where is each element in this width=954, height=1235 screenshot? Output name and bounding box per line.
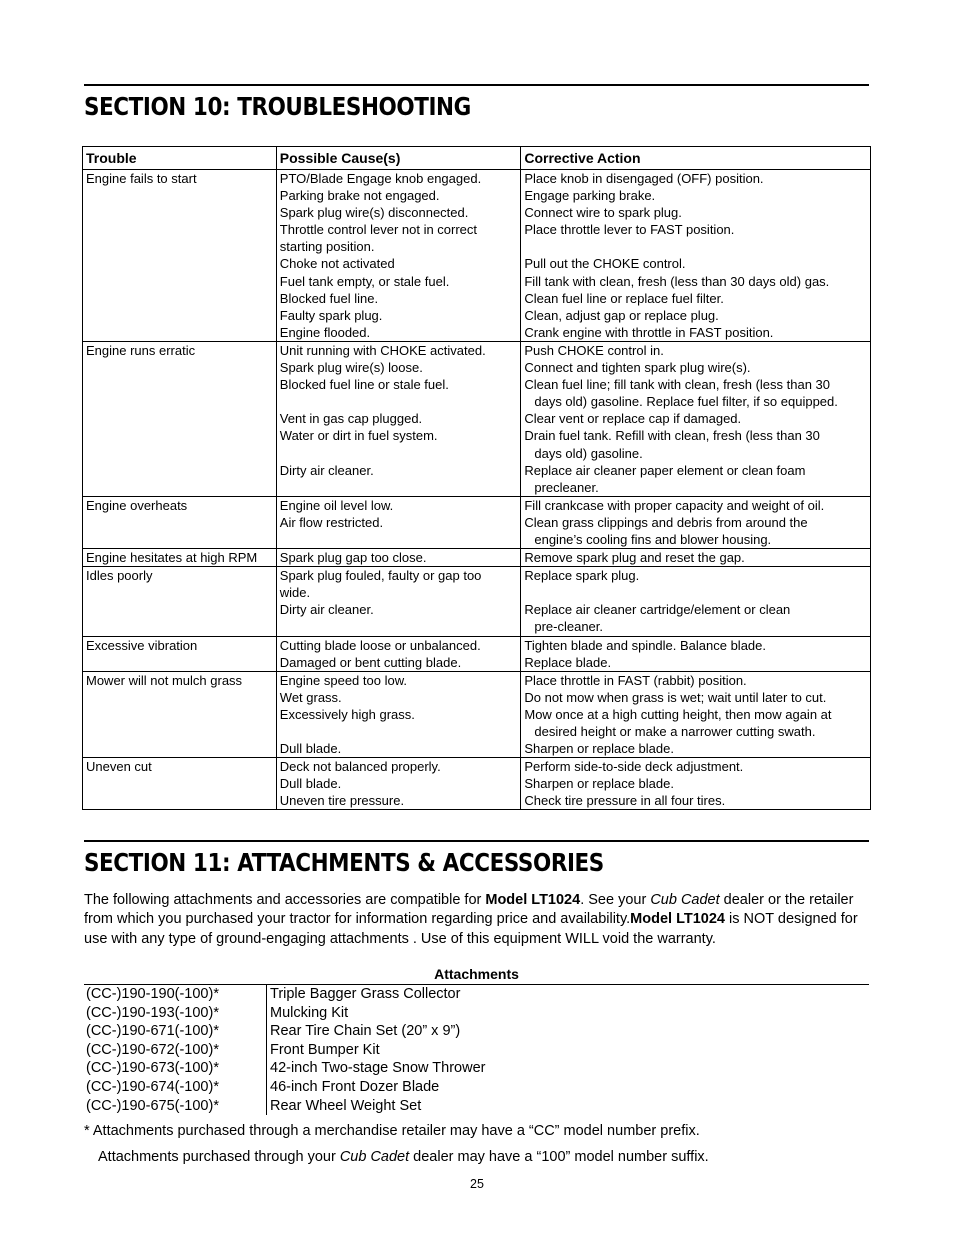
cell-line: Engine overheats: [86, 497, 188, 513]
cell-line: starting position.: [279, 239, 375, 255]
table-row: [83, 170, 871, 342]
action-cell: [521, 671, 871, 757]
attachment-model-number: (CC-)190-671(-100)*: [86, 1023, 219, 1040]
cell-line: Spark plug gap too close.: [279, 550, 427, 566]
attachment-model-number: (CC-)190-190(-100)*: [86, 986, 219, 1002]
intro-model-2: Model LT1024: [630, 911, 725, 928]
action-cell: [521, 170, 871, 342]
cell-line: Blocked fuel line or stale fuel.: [279, 377, 449, 393]
footnote-prefix: * Attachments purchased through a merchandise retailer may have a “CC” model number prefix.: [84, 1123, 700, 1139]
cell-line: Dull blade.: [279, 741, 342, 757]
cell-line: Excessively high grass.: [279, 706, 415, 722]
attachments-intro-paragraph: [84, 891, 874, 949]
cell-line: Engine flooded.: [279, 324, 371, 340]
cell-line: Sharpen or replace blade.: [524, 741, 674, 757]
cell-line: Spark plug fouled, faulty or gap too: [279, 568, 482, 584]
intro-text-3: dealer or the retailer from which you purchased your tractor for information regarding price and availability.: [84, 892, 854, 928]
cell-line: Replace blade.: [524, 654, 612, 670]
cell-line: Mower will not mulch grass: [86, 672, 243, 688]
cell-line: Excessive vibration: [86, 637, 198, 653]
cell-line: [524, 584, 867, 601]
cell-line: Dirty air cleaner.: [279, 462, 374, 478]
cell-line: Throttle control lever not in correct: [279, 222, 478, 238]
cell-line: Connect wire to spark plug.: [524, 205, 682, 221]
intro-text-4: is NOT designed for use with any type of ground-engaging attachments . Use of this equipment WILL void the warranty.: [84, 911, 858, 947]
footnote-suffix-text-1: Attachments purchased through your: [98, 1149, 340, 1165]
cell-line: Fill crankcase with proper capacity and weight of oil.: [524, 497, 825, 513]
cell-line: Check tire pressure in all four tires.: [524, 793, 726, 809]
cell-line: Blocked fuel line.: [279, 290, 379, 306]
attachment-name: Triple Bagger Grass Collector: [266, 985, 460, 1004]
cell-line: Replace air cleaner cartridge/element or clean: [524, 602, 791, 618]
cell-line: desired height or make a narrower cutting swath.: [534, 724, 816, 739]
cell-line: Clean grass clippings and debris from around the: [524, 514, 808, 530]
footnote-brand: Cub Cadet: [339, 1149, 410, 1165]
cause-cell: [276, 758, 521, 810]
attachments-heading: Attachments: [434, 966, 519, 982]
cell-line: Parking brake not engaged.: [279, 188, 440, 204]
attachment-row: [86, 985, 869, 1004]
table-row: [83, 567, 871, 636]
cell-line: [280, 618, 518, 635]
cell-line: Damaged or bent cutting blade.: [279, 654, 462, 670]
cell-line: [280, 479, 518, 496]
cell-line: Fuel tank empty, or stale fuel.: [279, 273, 450, 289]
cell-line: Mow once at a high cutting height, then mow again at: [524, 706, 832, 722]
attachment-row: [86, 1022, 869, 1041]
action-cell: [521, 341, 871, 496]
page-number: 25: [470, 1177, 484, 1191]
troubleshooting-table-body: [83, 170, 871, 810]
footnote-suffix: [98, 1148, 709, 1166]
cell-line: Replace air cleaner paper element or clean foam: [524, 462, 806, 478]
cell-line: Water or dirt in fuel system.: [279, 428, 438, 444]
cell-line: [280, 723, 518, 740]
cell-line: Dirty air cleaner.: [279, 602, 374, 618]
cell-line: Place throttle in FAST (rabbit) position.: [524, 672, 747, 688]
trouble-cell: [83, 170, 277, 342]
attachment-row: [86, 1097, 869, 1116]
cell-line: precleaner.: [534, 479, 599, 495]
attachment-model-number: (CC-)190-673(-100)*: [86, 1060, 219, 1077]
intro-text-1: The following attachments and accessories are compatible for: [84, 892, 486, 908]
table-header-row: [83, 147, 871, 170]
cell-line: Deck not balanced properly.: [279, 759, 441, 775]
action-cell: [521, 496, 871, 548]
cause-cell: [276, 341, 521, 496]
trouble-cell: [83, 758, 277, 810]
cell-line: Fill tank with clean, fresh (less than 30 days old) gas.: [524, 273, 830, 289]
action-cell: [521, 567, 871, 636]
attachment-name: Rear Wheel Weight Set: [266, 1097, 421, 1116]
attachment-name: Mulcking Kit: [266, 1004, 348, 1023]
cell-line: [524, 238, 867, 255]
table-row: [83, 671, 871, 757]
table-row: [83, 758, 871, 810]
cell-line: Perform side-to-side deck adjustment.: [524, 759, 744, 775]
cell-line: Spark plug wire(s) loose.: [279, 360, 423, 376]
attachment-name: Front Bumper Kit: [266, 1041, 380, 1060]
header-possible-causes: Possible Cause(s): [276, 147, 521, 170]
attachment-model-number: (CC-)190-674(-100)*: [86, 1078, 219, 1095]
cell-line: [280, 393, 518, 410]
cell-line: pre-cleaner.: [534, 619, 604, 635]
attachment-row: [86, 1059, 869, 1078]
cell-line: Unit running with CHOKE activated.: [279, 342, 486, 358]
cell-line: Place knob in disengaged (OFF) position.: [524, 171, 764, 186]
action-cell: [521, 636, 871, 671]
cell-line: [280, 445, 518, 462]
cell-line: Uneven tire pressure.: [279, 793, 405, 809]
cause-cell: [276, 170, 521, 342]
cell-line: Drain fuel tank. Refill with clean, fresh (less than 30: [524, 428, 820, 444]
cell-line: Engine fails to start: [86, 171, 197, 186]
cause-cell: [276, 496, 521, 548]
section11-top-rule: [84, 840, 869, 842]
attachment-row: [86, 1078, 869, 1097]
cell-line: Connect and tighten spark plug wire(s).: [524, 360, 751, 376]
trouble-cell: [83, 636, 277, 671]
troubleshooting-table: [82, 146, 871, 810]
cell-line: Place throttle lever to FAST position.: [524, 222, 735, 238]
cell-line: Crank engine with throttle in FAST position.: [524, 324, 774, 340]
trouble-cell: [83, 567, 277, 636]
attachment-model-number: (CC-)190-193(-100)*: [86, 1004, 219, 1021]
section10-title: SECTION 10: TROUBLESHOOTING: [84, 92, 471, 121]
cell-line: wide.: [279, 585, 311, 601]
cell-line: Pull out the CHOKE control.: [524, 256, 686, 272]
cause-cell: [276, 671, 521, 757]
attachments-list: [86, 985, 869, 1115]
intro-brand: Cub Cadet: [650, 892, 720, 908]
attachment-name: 46-inch Front Dozer Blade: [266, 1078, 439, 1097]
cell-line: Sharpen or replace blade.: [524, 776, 674, 792]
action-cell: [521, 758, 871, 810]
cause-cell: [276, 636, 521, 671]
cell-line: Replace spark plug.: [524, 568, 640, 584]
attachment-name: 42-inch Two-stage Snow Thrower: [266, 1059, 485, 1078]
cell-line: Vent in gas cap plugged.: [279, 411, 423, 427]
cell-line: Clear vent or replace cap if damaged.: [524, 411, 742, 427]
cause-cell: [276, 549, 521, 567]
cell-line: Uneven cut: [86, 759, 152, 775]
table-row: [83, 341, 871, 496]
cell-line: Engage parking brake.: [524, 188, 656, 204]
cell-line: Clean fuel line; fill tank with clean, fresh (less than 30: [524, 377, 831, 393]
intro-model-1: Model LT1024: [485, 892, 581, 908]
cell-line: Engine runs erratic: [86, 342, 196, 358]
cell-line: Dull blade.: [279, 776, 342, 792]
cell-line: PTO/Blade Engage knob engaged.: [279, 171, 482, 186]
table-row: [83, 496, 871, 548]
cell-line: Clean fuel line or replace fuel filter.: [524, 290, 724, 306]
cell-line: days old) gasoline.: [534, 445, 643, 461]
trouble-cell: [83, 341, 277, 496]
cell-line: [280, 531, 518, 548]
table-row: [83, 549, 871, 567]
cell-line: Engine oil level low.: [279, 497, 394, 513]
cell-line: Clean, adjust gap or replace plug.: [524, 307, 719, 323]
cause-cell: [276, 567, 521, 636]
cell-line: Tighten blade and spindle. Balance blade.: [524, 637, 767, 653]
header-corrective-action: Corrective Action: [521, 147, 871, 170]
cell-line: engine’s cooling fins and blower housing.: [534, 531, 772, 547]
trouble-cell: [83, 671, 277, 757]
trouble-cell: [83, 549, 277, 567]
attachment-name: Rear Tire Chain Set (20” x 9”): [266, 1022, 460, 1041]
cell-line: Choke not activated: [279, 256, 395, 272]
cell-line: Spark plug wire(s) disconnected.: [279, 205, 469, 221]
intro-text-2: . See your: [580, 892, 651, 908]
cell-line: Push CHOKE control in.: [524, 342, 664, 358]
trouble-cell: [83, 496, 277, 548]
attachment-model-number: (CC-)190-672(-100)*: [86, 1041, 219, 1058]
cell-line: Wet grass.: [279, 689, 342, 705]
cell-line: Engine hesitates at high RPM: [86, 550, 258, 566]
cell-line: Faulty spark plug.: [279, 307, 383, 323]
header-trouble: Trouble: [83, 147, 277, 170]
table-row: [83, 636, 871, 671]
attachment-model-number: (CC-)190-675(-100)*: [86, 1097, 219, 1114]
action-cell: [521, 549, 871, 567]
cell-line: Remove spark plug and reset the gap.: [524, 550, 745, 566]
footnote-suffix-text-2: dealer may have a “100” model number suffix.: [409, 1149, 709, 1165]
cell-line: Do not mow when grass is wet; wait until later to cut.: [524, 689, 827, 705]
cell-line: Air flow restricted.: [279, 514, 384, 530]
cell-line: Engine speed too low.: [279, 672, 407, 688]
cell-line: Idles poorly: [86, 568, 153, 584]
section11-title: SECTION 11: ATTACHMENTS & ACCESSORIES: [84, 848, 604, 877]
attachment-row: [86, 1041, 869, 1060]
section10-top-rule: [84, 84, 869, 86]
cell-line: days old) gasoline. Replace fuel filter, if so equipped.: [534, 394, 838, 410]
attachment-row: [86, 1004, 869, 1023]
cell-line: Cutting blade loose or unbalanced.: [279, 637, 481, 653]
